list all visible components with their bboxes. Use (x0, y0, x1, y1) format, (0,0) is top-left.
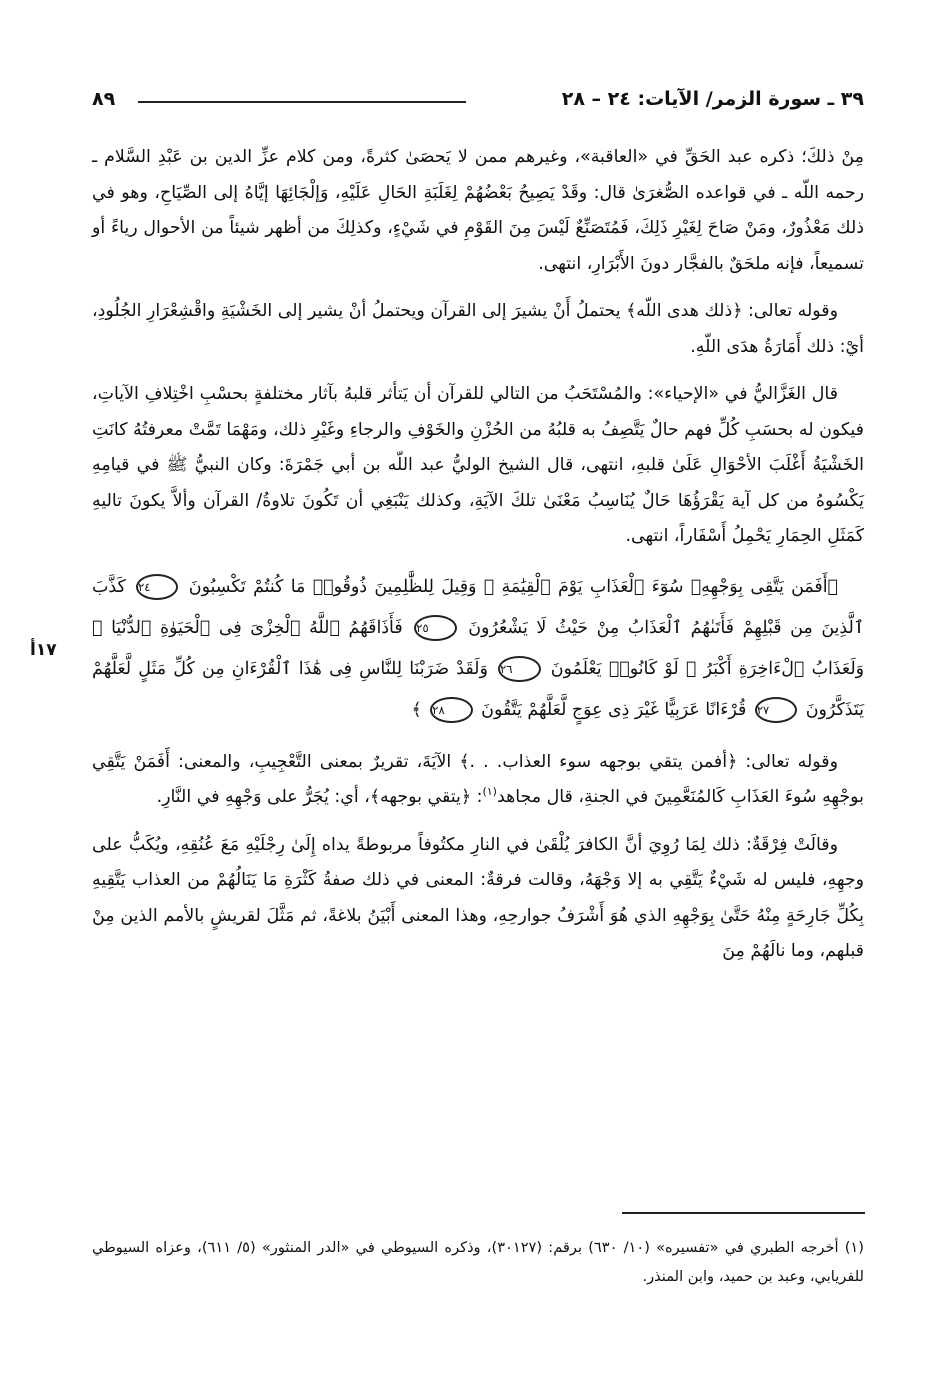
paragraph-4 (92, 745, 864, 816)
footnote: (١) أخرجه الطبري في «تفسيره» (١٠/ ٦٣٠) برقم: (٣٠١٢٧)، وذكره السيوطي في «الدر المنثور» (٥/ ٦١١)، وعزاه السيوطي للفريابي، وعبد بن حميد، وابن المنذر. (92, 1239, 864, 1285)
verse-number-28: ٢٨ (430, 697, 472, 723)
header-title: ٣٩ ـ سورة الزمر/ الآيات: ٢٤ – ٢٨ (561, 88, 864, 110)
verse-28-text: قُرْءَانًا عَرَبِيًّا غَيْرَ ذِى عِوَجٍ لَّعَلَّهُمْ يَتَّقُونَ (481, 699, 747, 720)
verse-number-25: ٢٥ (414, 615, 456, 641)
page-number: ٨٩ (92, 88, 116, 110)
main-text (92, 140, 864, 982)
paragraph-1: مِنْ ذلكَ؛ ذكره عبد الحَقِّ في «العاقبة»، وغيرهم ممن لا يَحصَىٰ كثرةً، ومن كلام عزِّ الدين بن عَبْدِ السَّلام ـ رحمه اللّه ـ في قواعده الصُّغرَىٰ قال: وقَدْ يَصِيحُ بَعْضُهُمْ لِغَلَبَةِ الحَالِ عَلَيْهِ، وَإلْجَائِهَا إيَّاهُ إلى الصِّيَاحِ، وهو في ذلك مَعْذُورٌ، ومَنْ صَاحَ لِغَيْرِ ذَلِكَ، فَمُتَصَنِّعٌ لَيْسَ مِنَ القَوْمِ في شَيْءٍ، وكذلِكَ من أظهر شيئاً من الأحوال رياءً أو تسميعاً، فإنه ملحَقٌ بالفجَّار دونَ الأَبْرَارِ، انتهى. (92, 147, 864, 274)
manuscript-folio-marker: ١٧أ (30, 640, 57, 660)
verse-number-24: ٢٤ (136, 574, 178, 600)
paragraph-4-part-2: : ﴿يتقي بوجهه﴾، أي: يُجَرُّ على وَجْهِهِ في النَّارِ. (156, 787, 483, 807)
footnote-reference: (١) (482, 785, 497, 799)
paragraph-3: قال الغَزَّاليُّ في «الإحياء»: والمُسْتَحَبُ من التالي للقرآن أن يَتأثر قلبهُ بآثار مختلفةٍ بحسْبِ اخْتِلافِ الآياتِ، فيكون له بحسَبِ كُلِّ فهم حالٌ يَتَّصِفُ به قلبُهُ من الحُزْنِ والخَوْفِ والرجاءِ وغَيْرِ ذلك، ومَهْمَا تَمَّتْ معرفتُهُ كانَتِ الخَشْيَةُ أَغْلَبَ الأحْوَالِ عَلَىٰ قلبهِ، انتهى، قال الشيخ الوليُّ عبد اللّه بن أبي جَمْرَةَ: وكان النبيُّ ﷺ في قيامِهِ يَكْسُوهُ من كل آية يَقْرَؤُهَا حَالٌ يُنَاسِبُ مَعْنَىٰ تلكَ الآيَةِ، وكذلك يَنْبَغِي أن تَكُونَ تلاوةُ/ القرآن وألاَّ يكونَ تاليهِ كَمَثَلِ الحِمَارِ يَحْمِلُ أَسْفَاراً، انتهى. (92, 384, 864, 546)
header-rule (138, 101, 466, 103)
footnote-rule (622, 1212, 865, 1214)
verse-24-text: ﴿أَفَمَن يَتَّقِى بِوَجْهِهِۦ سُوٓءَ ٱلْعَذَابِ يَوْمَ ٱلْقِيَٰمَةِ ۚ وَقِيلَ لِلظَّٰلِمِينَ ذُوقُوا۟ مَا كُنتُمْ تَكْسِبُونَ (188, 576, 838, 597)
paragraph-5: وقالَتْ فِرْقَةٌ: ذلك لِمَا رُوِيَ أنَّ الكافرَ يُلْقَىٰ في النارِ مكتُوفاً مربوطةً يداه إِلَىٰ رِجْلَيْهِ مَعَ عُنُقِهِ، ويُكَبُّ على وجهِهِ، فليس له شَيْءٌ يَتَّقِي به إلا وَجْهَهُ، وقالت فرقةٌ: المعنى في ذلك صفةُ كَثْرَةِ مَا يَنَالُهُمْ من العذاب يَتَّقِيهِ بِكُلِّ جَارِحَةٍ مِنْهُ حَتَّىٰ بِوَجْهِهِ الذي هُوَ أَشْرَفُ جوارحِهِ، وهذا المعنى أَبْيَنُ بلاغةً، ثم مَثَّلَ لقريشٍ بالأمم الذين مِنْ قبلهم، وما نالَهُمْ مِنَ (92, 834, 864, 961)
verse-25-text: كَذَّبَ ٱلَّذِينَ مِن قَبْلِهِمْ فَأَتَىٰهُمُ ٱلْعَذَابُ مِنْ حَيْثُ لَا يَشْعُرُونَ (92, 576, 865, 638)
paragraph-4-part-1: وقوله تعالى: ﴿أفمن يتقي بوجهه سوء العذاب. . .﴾ الآيَةَ، تقريرٌ بمعنى التَّعْجِيبِ، والمعنى: أَفَمَنْ يَتَّقِي بوجْهِهِ سُوءَ العَذَابِ كَالمُنَعَّمِينَ في الجنةِ، قال مجاهد (92, 751, 864, 807)
verse-number-27: ٢٧ (755, 697, 797, 723)
verse-closing-bracket: ﴾ (411, 699, 422, 720)
paragraph-2: وقوله تعالى: ﴿ذلك هدى اللّه﴾ يحتملُ أَنْ يشيرَ إلى القرآن ويحتملُ أنْ يشير إلى الخَشْيَةِ واقْشِعْرَارِ الجُلُودِ، أيْ: ذلك أَمَارَةُ هدَى اللّهِ. (92, 301, 864, 357)
quran-verses-block (92, 567, 864, 731)
verse-number-26: ٢٦ (498, 656, 540, 682)
verse-27-text: وَلَقَدْ ضَرَبْنَا لِلنَّاسِ فِى هَٰذَا ٱلْقُرْءَانِ مِن كُلِّ مَثَلٍ لَّعَلَّهُمْ يَتَذَكَّرُونَ (92, 658, 864, 720)
verse-26-text: فَأَذَاقَهُمُ ٱللَّهُ ٱلْخِزْىَ فِى ٱلْحَيَوٰةِ ٱلدُّنْيَا ۖ وَلَعَذَابُ ٱلْءَاخِرَةِ أَكْبَرُ ۚ لَوْ كَانُوا۟ يَعْلَمُونَ (92, 617, 865, 679)
running-header (92, 88, 864, 120)
